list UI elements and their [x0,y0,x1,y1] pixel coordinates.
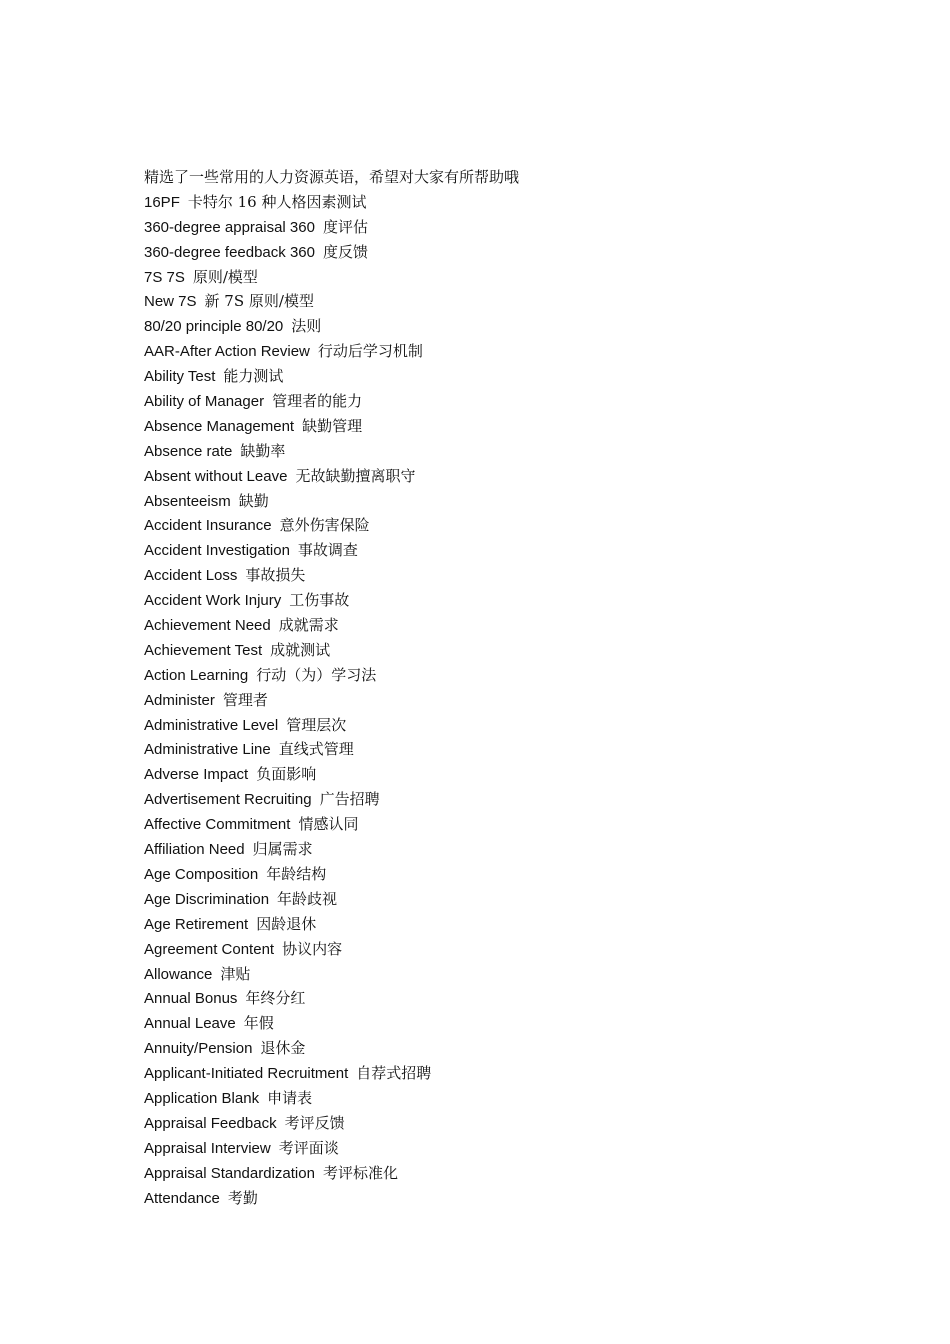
glossary-entry [144,215,844,240]
glossary-entry [144,538,844,563]
entry-term: Absent without Leave [144,467,288,485]
entry-translation: 管理者 [222,690,268,709]
glossary-entry [144,240,844,265]
glossary-entry [144,887,844,912]
entry-term: Absence Management [144,417,295,435]
entry-term: Ability of Manager [144,393,265,411]
entry-translation: 年龄结构 [266,864,327,883]
entry-term: Administer [144,691,215,709]
glossary-entry [144,464,844,489]
glossary-entry [144,1161,844,1186]
glossary-entry [144,937,844,962]
glossary-entry [144,289,844,314]
entry-translation: 缺勤率 [240,441,286,460]
entry-term: Applicant-Initiated Recruitment [144,1065,349,1083]
entry-translation: 缺勤 [238,491,269,510]
entry-term: Achievement Need [144,617,271,635]
glossary-entry [144,1061,844,1086]
intro-text: 精选了一些常用的人力资源英语，希望对大家有所帮助哦 [144,168,520,186]
glossary-entry [144,1036,844,1061]
entry-term: 16PF [144,193,180,211]
entry-term: Adverse Impact [144,766,249,784]
entry-term: Absenteeism [144,492,231,510]
glossary-entry [144,986,844,1011]
entry-term: Annuity/Pension [144,1040,253,1058]
glossary-entry [144,962,844,987]
glossary-entry [144,489,844,514]
entry-term: AAR-After Action Review [144,343,310,361]
entry-term: Appraisal Feedback [144,1114,277,1132]
entry-term: Advertisement Recruiting [144,791,312,809]
entry-translation: 行动后学习机制 [317,342,423,361]
entry-translation: 事故损失 [245,566,306,585]
entry-term: Annual Leave [144,1015,236,1033]
entry-term: Allowance [144,965,213,983]
entry-translation: 情感认同 [298,815,359,834]
entry-translation: 考评面谈 [278,1138,339,1157]
entry-term: Accident Loss [144,567,238,585]
glossary-entry [144,688,844,713]
glossary-entry [144,364,844,389]
glossary-entry [144,1111,844,1136]
glossary-entry [144,314,844,339]
entry-translation: 津贴 [220,964,251,983]
entry-translation: 事故调查 [297,541,358,560]
glossary-entry [144,613,844,638]
entry-term: 360-degree appraisal 360 [144,218,315,236]
glossary-entry [144,1086,844,1111]
glossary-entry [144,1186,844,1211]
entry-translation: 考评标准化 [322,1163,398,1182]
entry-translation: 行动（为）学习法 [256,665,377,684]
entry-translation: 申请表 [267,1088,313,1107]
entry-translation: 成就需求 [278,616,339,635]
entry-term: 360-degree feedback 360 [144,243,315,261]
entry-translation: 负面影响 [256,765,317,784]
entry-translation: 卡特尔 16 种人格因素测试 [187,192,367,211]
entry-term: Annual Bonus [144,990,238,1008]
glossary-list [144,190,844,1211]
glossary-entry [144,1136,844,1161]
entry-translation: 缺勤管理 [302,416,363,435]
entry-term: Accident Investigation [144,542,290,560]
entry-translation: 广告招聘 [319,790,380,809]
entry-term: Achievement Test [144,641,263,659]
glossary-entry [144,563,844,588]
glossary-entry [144,663,844,688]
glossary-entry [144,339,844,364]
entry-term: Accident Work Injury [144,592,282,610]
entry-translation: 能力测试 [223,367,284,386]
entry-translation: 年龄歧视 [277,889,338,908]
entry-term: Absence rate [144,442,233,460]
document-body [144,165,844,1210]
glossary-entry [144,638,844,663]
glossary-entry [144,912,844,937]
glossary-entry [144,1011,844,1036]
entry-term: Ability Test [144,368,216,386]
glossary-entry [144,762,844,787]
entry-term: Appraisal Interview [144,1139,271,1157]
glossary-entry [144,837,844,862]
entry-translation: 归属需求 [252,840,313,859]
entry-translation: 考评反馈 [284,1113,345,1132]
glossary-entry [144,414,844,439]
entry-term: New 7S [144,293,197,311]
entry-translation: 新 7S 原则/模型 [204,292,314,311]
glossary-entry [144,513,844,538]
entry-translation: 成就测试 [270,640,331,659]
entry-translation: 年终分红 [245,989,306,1008]
entry-translation: 自荐式招聘 [356,1064,432,1083]
entry-translation: 度反馈 [322,242,368,261]
entry-translation: 意外伤害保险 [279,516,370,535]
entry-term: Age Retirement [144,915,249,933]
glossary-entry [144,737,844,762]
entry-translation: 直线式管理 [278,740,354,759]
glossary-entry [144,190,844,215]
glossary-entry [144,588,844,613]
entry-translation: 考勤 [227,1188,258,1207]
entry-translation: 原则/模型 [192,267,258,286]
glossary-entry [144,265,844,290]
glossary-entry [144,812,844,837]
entry-term: Agreement Content [144,940,275,958]
entry-translation: 度评估 [322,217,368,236]
entry-translation: 年假 [243,1014,274,1033]
glossary-entry [144,713,844,738]
glossary-entry [144,862,844,887]
entry-term: 7S 7S [144,268,185,286]
entry-term: Accident Insurance [144,517,272,535]
entry-term: Administrative Line [144,741,271,759]
entry-term: Age Discrimination [144,890,270,908]
glossary-entry [144,439,844,464]
entry-term: Affiliation Need [144,841,245,859]
glossary-entry [144,389,844,414]
entry-translation: 协议内容 [282,939,343,958]
entry-translation: 管理层次 [286,715,347,734]
glossary-entry [144,787,844,812]
entry-term: 80/20 principle 80/20 [144,318,284,336]
entry-translation: 退休金 [260,1039,306,1058]
entry-term: Appraisal Standardization [144,1164,315,1182]
entry-translation: 工伤事故 [289,591,350,610]
entry-term: Attendance [144,1189,220,1207]
entry-term: Application Blank [144,1089,260,1107]
entry-term: Affective Commitment [144,816,291,834]
entry-translation: 法则 [291,317,322,336]
entry-translation: 因龄退休 [256,914,317,933]
entry-term: Age Composition [144,865,259,883]
entry-translation: 无故缺勤擅离职守 [295,466,416,485]
entry-term: Administrative Level [144,716,279,734]
entry-translation: 管理者的能力 [272,392,363,411]
entry-term: Action Learning [144,666,249,684]
